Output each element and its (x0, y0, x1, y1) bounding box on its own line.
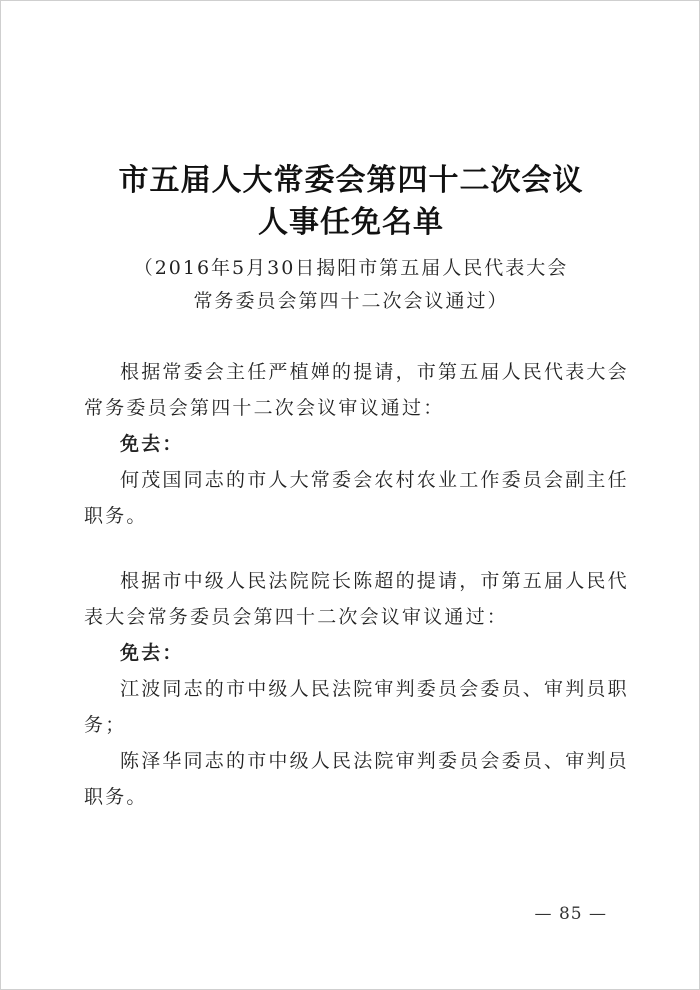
section2-item1-line1: 江波同志的市中级人民法院审判委员会委员、审判员职 (120, 678, 629, 700)
section2-intro-line1: 根据市中级人民法院院长陈超的提请，市第五届人民代 (120, 570, 629, 592)
section2-item2-line1: 陈泽华同志的市中级人民法院审判委员会委员、审判员 (120, 750, 629, 772)
section2-item2-line2: 职务。 (84, 786, 148, 808)
section1-item1-line1: 何茂国同志的市人大常委会农村农业工作委员会副主任 (120, 469, 629, 491)
document-subtitle-line1: （2016年5月30日揭阳市第五届人民代表大会 (133, 257, 569, 279)
document-title-line1: 市五届人大常委会第四十二次会议 (118, 163, 584, 198)
section2-intro-line2: 表大会常务委员会第四十二次会议审议通过： (84, 606, 509, 628)
document-title-line2: 人事任免名单 (258, 205, 444, 240)
document-subtitle-line2: 常务委员会第四十二次会议通过） (193, 290, 509, 312)
section1-intro-line1: 根据常委会主任严植婵的提请，市第五届人民代表大会 (120, 361, 629, 383)
section1-action-label: 免去： (120, 433, 184, 455)
section1-intro-line2: 常务委员会第四十二次会议审议通过： (84, 397, 445, 419)
section1-item1-line2: 职务。 (84, 505, 148, 527)
section2-item1-line2: 务； (84, 714, 127, 736)
page-number: — 85 — (534, 904, 607, 924)
section2-action-label: 免去： (120, 642, 184, 664)
